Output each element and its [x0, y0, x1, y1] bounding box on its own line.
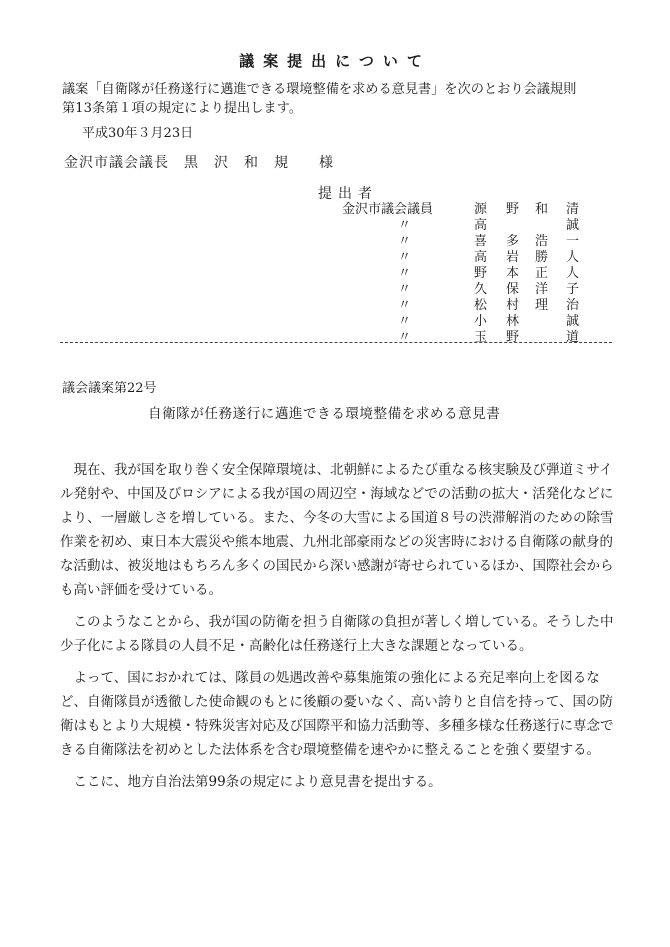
body-paragraph: 現在、我が国を取り巻く安全保障環境は、北朝鮮によるたび重なる核実験及び弾道ミサイル発射や、中国及びロシアによる我が国の周辺空・海域などでの活動の拡大・活発化などにより、一層厳しさを増している。また、今冬の大雪による国道８号の渋滞解消のための除雪作業を初め、東日本大震災や熊本地震、九州北部豪雨などの災害時における自衛隊の献身的な活動は、被災地はもちろん多くの国民から深い感謝が寄せられているほか、国際社会からも高い評価を受けている。	[60, 462, 614, 598]
submitter-name-char: 岩	[506, 250, 520, 265]
submitter-role: 〃	[398, 218, 412, 233]
submitter-name-char: 誠	[566, 218, 580, 233]
submission-date: 平成30年３月23日	[82, 126, 194, 141]
submitter-name-char: 浩	[535, 234, 549, 249]
submitter-name-char: 林	[506, 314, 520, 329]
submitter-name-char: 高	[474, 250, 488, 265]
submitter-name-char: 野	[506, 330, 520, 345]
submitter-name-char: 本	[506, 266, 520, 281]
section-divider	[60, 342, 612, 343]
submitter-name-char: 理	[535, 298, 549, 313]
submitter-name-char: 源	[474, 202, 488, 217]
submitter-name-char: 小	[474, 314, 488, 329]
submitter-name-char: 野	[506, 202, 520, 217]
bill-title: 自衛隊が任務遂行に邁進できる環境整備を求める意見書	[148, 406, 501, 422]
body-paragraph: このようなことから、我が国の防衛を担う自衛隊の負担が著しく増している。そうした中少子化による隊員の人員不足・高齢化は任務遂行上大きな課題となっている。	[60, 614, 614, 654]
submitter-name-char: 正	[535, 266, 549, 281]
submitter-name-char: 村	[506, 298, 520, 313]
submitter-name-char: 玉	[474, 330, 488, 345]
submitter-name-char: 洋	[535, 282, 549, 297]
submitter-name-char: 多	[506, 234, 520, 249]
submitter-role: 〃	[398, 250, 412, 265]
submitter-role: 〃	[398, 266, 412, 281]
body-paragraph: よって、国におかれては、隊員の処遇改善や募集施策の強化による充足率向上を図るなど、自衛隊員が透徹した使命観のもとに後顧の憂いなく、高い誇りと自信を持って、国の防衛はもとより大規模・特殊災害対応及び国際平和協力活動等、多種多様な任務遂行に専念できる自衛隊法を初めとした法体系を含む環境整備を速やかに整えることを強く要望する。	[60, 670, 614, 758]
submitter-name-char: 人	[566, 250, 580, 265]
submitter-role: 〃	[398, 282, 412, 297]
bill-body	[60, 458, 620, 802]
intro-line-2: 第13条第１項の規定により提出します。	[62, 101, 302, 116]
submitter-name-char: 人	[566, 266, 580, 281]
submitter-name-char: 誠	[566, 314, 580, 329]
submitter-name-char: 野	[474, 266, 488, 281]
submitter-name-char: 一	[566, 234, 580, 249]
submitter-role: 〃	[398, 314, 412, 329]
submitter-name-char: 勝	[535, 250, 549, 265]
submitter-role: 金沢市議会議員	[342, 202, 434, 217]
submitter-role: 〃	[398, 298, 412, 313]
submitter-name-char: 高	[474, 218, 488, 233]
submitter-name-char: 和	[535, 202, 549, 217]
addressee: 金沢市議会議長 黒 沢 和 規 様	[64, 155, 334, 171]
submitter-name-char: 道	[566, 330, 580, 345]
submitter-role: 〃	[398, 234, 412, 249]
submitter-name-char: 喜	[474, 234, 488, 249]
page-title: 議案提出について	[239, 52, 431, 70]
submitter-name-char: 松	[474, 298, 488, 313]
submitter-label: 提出者	[318, 186, 378, 202]
submitter-name-char: 久	[474, 282, 488, 297]
body-paragraph: ここに、地方自治法第99条の規定により意見書を提出する。	[73, 774, 442, 790]
submitter-name-char: 清	[566, 202, 580, 217]
submitter-role: 〃	[398, 330, 412, 345]
intro-line-1: 議案「自衛隊が任務遂行に邁進できる環境整備を求める意見書」を次のとおり会議規則	[62, 82, 577, 97]
submitter-name-char: 保	[506, 282, 520, 297]
submitter-name-char: 子	[566, 282, 580, 297]
bill-number: 議会議案第22号	[62, 381, 157, 396]
submitter-name-char: 治	[566, 298, 580, 313]
